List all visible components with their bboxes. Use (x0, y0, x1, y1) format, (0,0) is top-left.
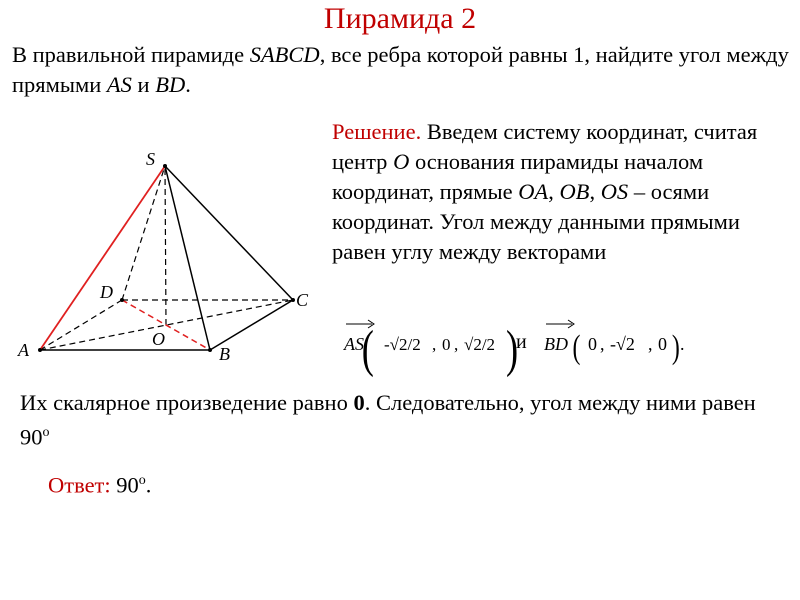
segment-bd (122, 300, 210, 350)
solution-text-3: – осями координат. Угол между данными прямыми равен углу между векторами (332, 179, 740, 264)
label-o: O (152, 329, 165, 349)
answer-degree: o (138, 473, 146, 488)
svg-text:.: . (680, 334, 685, 354)
formula-connector: и (516, 331, 527, 353)
vector-as (343, 320, 518, 378)
vector-bd-z: 0 (658, 334, 667, 354)
svg-text:(: ( (361, 319, 374, 378)
label-d: D (100, 282, 113, 302)
label-b: B (219, 344, 230, 364)
vertex-c (291, 298, 295, 302)
vector-bd-name: BD (544, 334, 568, 354)
vector-bd (544, 320, 685, 366)
vector-as-name: AS (344, 334, 364, 354)
slide-title: Пирамида 2 (323, 2, 477, 35)
pyramid-name: SABCD (249, 42, 320, 67)
conclusion-text-2: . Следовательно, угол между ними равен 90 (20, 390, 756, 450)
label-c: C (296, 290, 309, 310)
problem-text-1: В правильной пирамиде (12, 42, 250, 67)
edge-ds (122, 166, 165, 300)
edge-as (40, 166, 165, 350)
vector-as-x: -√2/2 (384, 335, 421, 354)
edge-bc (210, 300, 293, 350)
svg-text:): ) (671, 329, 680, 367)
vector-bd-x: 0 (588, 334, 597, 354)
conclusion-text-1: Их скалярное произведение равно (20, 390, 354, 415)
answer-value: 90 (110, 472, 139, 498)
problem-text-2: , все ребра которой равны 1, найдите угол между прямыми (12, 42, 789, 97)
label-a: A (18, 340, 29, 360)
dot-product-value: 0 (353, 390, 365, 415)
line-bd: BD (155, 72, 186, 97)
axis-os: OS (600, 179, 629, 204)
axis-oa: OA (518, 179, 549, 204)
svg-text:): ) (506, 319, 519, 378)
edge-cs (165, 166, 293, 300)
solution-text-2: основания пирамиды началом координат, прямые (332, 149, 704, 204)
axis-separator-1: , (548, 179, 560, 204)
svg-text:,: , (648, 334, 653, 354)
vertex-a (38, 348, 42, 352)
segment-os (165, 166, 166, 325)
answer (48, 466, 151, 501)
vector-bd-y: -√2 (610, 334, 635, 354)
svg-text:,: , (454, 335, 459, 354)
vector-as-y: 0 (442, 335, 451, 354)
pyramid-figure (0, 140, 330, 370)
problem-text-3: и (131, 72, 156, 97)
svg-text:,: , (600, 334, 605, 354)
solution-text (332, 117, 794, 267)
svg-text:(: ( (572, 329, 581, 367)
edge-bs (165, 166, 210, 350)
line-as: AS (106, 72, 132, 97)
answer-label: Ответ: (48, 472, 111, 498)
solution-text-1: Введем систему координат, считая центр (332, 119, 758, 174)
degree-sign: o (42, 425, 50, 440)
vertex-d (120, 298, 124, 302)
problem-statement (12, 40, 796, 100)
vertex-b (208, 348, 212, 352)
axis-ob: OB (559, 179, 590, 204)
conclusion-text (20, 388, 790, 453)
solution-label: Решение. (332, 119, 422, 144)
origin-point: O (393, 149, 410, 174)
axis-separator-2: , (589, 179, 601, 204)
problem-text-4: . (185, 72, 191, 97)
vertex-s (163, 164, 167, 168)
vector-formula (338, 312, 738, 380)
svg-text:,: , (432, 335, 437, 354)
label-s: S (146, 149, 155, 169)
answer-end: . (145, 472, 152, 498)
vector-as-z: √2/2 (464, 335, 496, 354)
